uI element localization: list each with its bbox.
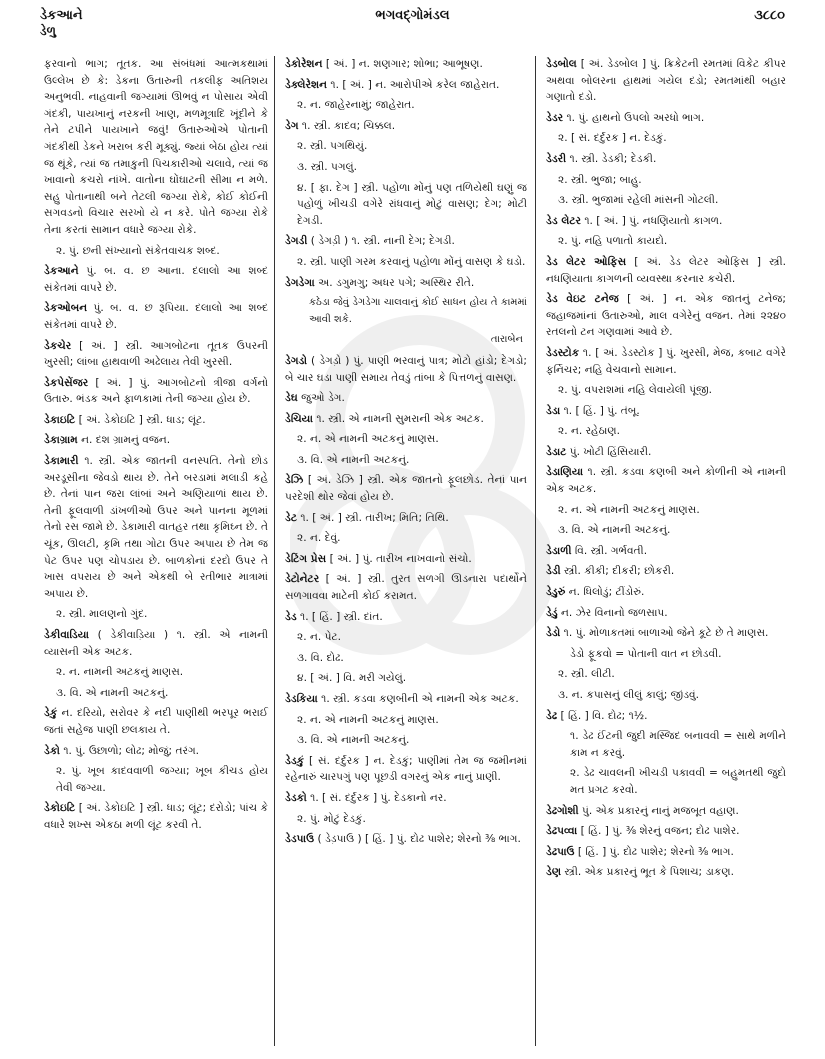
definition-text: ૧. પું. હાથનો ઉપલો અરધો ભાગ. (563, 111, 705, 124)
headword: ડેકઓબન (44, 302, 88, 315)
dictionary-entry (285, 411, 527, 428)
headword: ડેડુરું (546, 586, 566, 599)
headword: ડેકીવાડિયા (44, 629, 90, 641)
headword: ડેડ લેટર (546, 214, 581, 227)
dictionary-columns (38, 56, 792, 1046)
headword: ડેકોઇટિ (44, 802, 76, 815)
entry-sense (285, 295, 527, 328)
dictionary-entry (546, 464, 786, 497)
headword: ડેઢ (546, 709, 558, 722)
dictionary-entry (285, 233, 527, 250)
quote-attribution (285, 332, 527, 349)
headword: ડેડર (546, 111, 564, 124)
headword: ડેડો (546, 627, 561, 640)
dictionary-entry (44, 743, 268, 760)
definition-text: [ અં. ડેડબોલ ] પું. ક્રિકેટની રમતમાં વિકેટ કીપર અથવા બોલરના હાથમાં ગયેલ દડો; રમતમાંથી બહાર ગણાતો દડો. (546, 58, 786, 104)
definition-text: ૨. પું. વપરાશમાં નહિ લેવાયેલી પૂંજી. (558, 384, 712, 397)
definition-text: પું. એક પ્રકારનું નાનું મજબૂત વહાણ. (578, 804, 739, 817)
definition-text: ૧. પું. ઉછાળો; લોઢ; મોજું; તરંગ. (59, 744, 200, 757)
definition-text: તારાબેન (490, 334, 523, 346)
headword: ડેગડેગા (285, 276, 315, 289)
page-title: ભગવદ્ગોમંડલ (375, 8, 450, 23)
entry-sense (546, 765, 786, 798)
dictionary-entry (285, 753, 527, 786)
headword: ડેકચેર (44, 339, 72, 352)
headword: ડેડસ્ટોક (546, 346, 580, 359)
definition-text: ૪. [ ફા. દેગ ] સ્ત્રી. પહોળા મોંનું પણ તળિયેથી ઘણું જ પહોળું ખીચડી વગેરે રાંધવાનું મોટું વાસણ; દેગ; મોટી દેગડી. (297, 181, 527, 227)
headword: ડેડબોલ (546, 58, 577, 70)
dictionary-entry (285, 551, 527, 568)
headword: ડેક્લેરેશન (285, 78, 328, 91)
dictionary-entry (546, 823, 786, 840)
definition-text: [ અં. ડેડ લેટર ઓફિસ ] સ્ત્રી. નધણિયાતા કાગળની વ્યવસ્થા કરનાર કચેરી. (546, 255, 786, 285)
headword: ડેઘ (285, 392, 298, 405)
dictionary-entry (546, 56, 786, 106)
definition-text: ૧. [ અં. ] ન. આરોપીએ કરેલ જાહેરાત. (327, 78, 500, 91)
definition-text: ન. દશ ગ્રામનું વજન. (77, 434, 171, 447)
definition-text: [ અં. ડેઝિ ] સ્ત્રી. એક જાતનો ફૂલછોડ. તેનાં પાન પરદેશી થોર જેવાં હોય છે. (285, 474, 527, 504)
definition-text: સ્ત્રી. કીકી; દીકરી; છોકરી. (560, 565, 675, 578)
dictionary-entry (546, 708, 786, 725)
entry-sense (546, 172, 786, 189)
entry-sense (546, 646, 786, 663)
dictionary-entry (546, 563, 786, 580)
headword: ડેડપાઉ (285, 833, 315, 846)
definition-text: ૧. પું. મોળાકતમાં બાળાઓ જેને કૂટે છે તે માણસ. (560, 627, 769, 640)
dictionary-entry (546, 605, 786, 622)
dictionary-entry (285, 56, 527, 73)
headword: ડેઢપવ્વા (546, 825, 578, 838)
entry-sense (546, 687, 786, 704)
definition-text: [ અં. ] પું. આગબોટનો ત્રીજા વર્ગનો ઉતારુ. ભંડક અને ફાળકામાં તેની જગ્યા હોય છે. (44, 376, 268, 406)
entry-sense (546, 728, 786, 761)
dictionary-entry (546, 254, 786, 287)
entry-sense (285, 431, 527, 448)
headword: ડેટ (285, 511, 297, 524)
entry-sense (285, 530, 527, 547)
running-head (0, 8, 825, 38)
dictionary-entry (285, 790, 527, 807)
dictionary-entry (44, 800, 268, 833)
entry-sense (546, 130, 786, 147)
definition-text: ૨. પું. ખૂબ કાદવવાળી જગ્યા; ખૂબ કીચડ હોય તેવી જગ્યા. (56, 765, 268, 794)
dictionary-entry (285, 609, 527, 626)
headword: ડેગડી (285, 235, 308, 248)
definition-text: પું. બ. વ. છ રૂપિયા. દલાલો આ શબ્દ સંકેતમાં વાપરે છે. (44, 302, 268, 331)
definition-text: ( ડેકીવાડ઼િયા ) ૧. સ્ત્રી. એ નામની વ્યાસની એક અટક. (44, 629, 268, 658)
definition-text: ૧. સ્ત્રી. એ નામની સુમરાની એક અટક. (312, 412, 484, 425)
definition-text: ન. દરિયો, સરોવર કે નદી પાણીથી ભરપૂર ભરાઈ જતાં સહેજ પાણી છલકાય તે. (44, 707, 268, 736)
definition-text: ૩. વિ. એ નામની અટકનું. (558, 524, 671, 537)
definition-text: અ. ડગુમગુ; અધર પગે; અસ્થિર રીતે. (314, 276, 475, 289)
definition-text: જુઓ ડેગ. (297, 392, 345, 405)
headword: ડેડ વેઇટ ટનેજ (546, 293, 619, 306)
entry-sense (546, 666, 786, 683)
headword: ડેડકું (285, 754, 305, 767)
definition-text: [ અં. ] સ્ત્રી. આગબોટના તૂતક ઉપરની ખુરસી; લાંબા હાથવાળી અઢેલાય તેવી ખુરસી. (44, 339, 268, 369)
column-3 (536, 56, 792, 1046)
dictionary-entry (285, 571, 527, 604)
entry-sense (285, 254, 527, 271)
definition-text: ૪. [ અં. ] વિ. મરી ગયેલું. (297, 672, 407, 685)
headword: ડેકું (44, 707, 58, 720)
entry-sense (44, 664, 268, 681)
dictionary-entry (546, 444, 786, 461)
definition-text: [ અં. ] ન. એક જાતનું ટનેજ; જહાજમાંનાં ઉતારુઓ, માલ વગેરેનું વજન. તેમાં ૨૨૪૦ રતલનો ટન ગણવામાં આવે છે. (546, 293, 786, 339)
headword: ડેણ (546, 866, 562, 879)
definition-text: ૨. ન. જાહેરનામું; જાહેરાત. (297, 99, 415, 112)
definition-text: ( ડેગડ઼ો ) પું. પાણી ભરવાનું પાત્ર; મોટો હાંડો; દેગડો; બે ચાર ઘડા પાણી સમાય તેવડું તાંબા કે પિત્તળનું વાસણ. (285, 354, 527, 384)
definition-text: ફરવાનો ભાગ; તૂતક. આ સંબંધમાં આત્મકથામાં ઉલ્લેખ છે કે: ડેકના ઉતારુની તકલીફ અતિશય અનુભવી. નાહવાની જગ્યામાં ઊભવું ન પોસાય એવી ગંદકી, પાયખાનું નરકની ખાણ, મળમૂત્રાદિ ખૂંદીને કે તેને ટપીને પાયખાને જવું! ઉતારુઓએ પોતાની ગંદકીથી ડેકને ખરાબ કરી મૂક્યું. જ્યાં બેઠા હોય ત્યાં જ થૂંકે, ત્યાં જ તમાકુની પિચકારીઓ ચલાવે, ત્યાં જ ખાવાનો કચરો નાંખે. વાતોના ઘોંઘાટની સીમા ન મળે. સહુ પોતાનાથી બને તેટલી જગ્યા રોકે, કોઈ કોઈની સગવડનો વિચાર સરખો યે ન કરે. પોતે જગ્યા રોકે તેના કરતાં સામાન વધારે જગ્યા રોકે. (44, 58, 268, 236)
entry-sense (546, 382, 786, 399)
definition-text: ૧. સ્ત્રી. કડવા કણબીની એ નામની એક અટક. (317, 693, 519, 705)
column-1 (38, 56, 274, 1046)
definition-text: પું. ખોટી હિંસિયારી. (566, 445, 652, 458)
definition-text: ૨. પું. છની સંખ્યાનો સંકેતવાચક શબ્દ. (56, 244, 220, 257)
definition-text: ૨. સ્ત્રી. લીટી. (558, 668, 615, 681)
definition-text: ૨. ન. એ નામની અટકનું માણસ. (297, 433, 439, 446)
dictionary-entry (546, 625, 786, 642)
dictionary-entry (546, 403, 786, 420)
headword: ડેગ (285, 119, 299, 132)
entry-sense (285, 712, 527, 729)
definition-text: ૧. સ્ત્રી. ડેડકી; દેડકી. (566, 152, 657, 165)
definition-text: ૨. સ્ત્રી. પાણી ગરમ કરવાનું પહોળા મોંનું વાસણ કે ઘડો. (297, 255, 526, 268)
headword: ડેડી (546, 565, 561, 578)
entry-sense (44, 763, 268, 796)
dictionary-entry (285, 472, 527, 505)
headword: ડેકો (44, 744, 60, 757)
definition-text: ૨. ન. રહેઠાણ. (558, 425, 620, 438)
definition-text: ૧. સ્ત્રી. કાદવ; ચિક્કલ. (298, 119, 396, 132)
definition-text: ૨. ન. નામની અટકનું માણસ. (56, 666, 184, 679)
dictionary-entry (546, 291, 786, 341)
dictionary-entry (44, 338, 268, 371)
entry-sense (44, 606, 268, 623)
definition-text: ૧. સ્ત્રી. કડવા કણબી અને કોળીની એ નામની એક અટક. (546, 466, 786, 496)
definition-text: ૨. [ સં. દર્દુરક ] ન. દેડકું. (558, 132, 667, 145)
dictionary-entry (546, 864, 786, 881)
entry-sense (285, 811, 527, 828)
headword: ડેકાગ્રામ (44, 434, 78, 447)
guide-word-first: ડેકઆને (40, 8, 83, 23)
entry-sense (546, 423, 786, 440)
headword: ડેડું (546, 606, 558, 619)
headword: ડેકાઇટિ (44, 413, 76, 426)
dictionary-entry (285, 831, 527, 848)
headword: ડેઢગોશી (546, 804, 579, 817)
dictionary-entry (44, 263, 268, 296)
definition-text: [ હિં. ] પું. ⅜ શેરનું વજન; દોઢ પાશેર. (577, 825, 740, 838)
headword: ડેડ (285, 610, 297, 623)
entry-sense (285, 97, 527, 114)
definition-text: [ અં. ] પું. તારીખ નાખવાનો સંચો. (326, 552, 472, 565)
entry-sense (44, 685, 268, 702)
dictionary-entry (546, 543, 786, 560)
headword: ડેડકિયા (285, 693, 318, 705)
dictionary-entry (285, 118, 527, 135)
headword: ડેડાળી (546, 544, 572, 557)
definition-text: ૩. ન. કપાસનું લીલું કાલું; જીંડવું. (558, 689, 699, 701)
entry-sense (285, 650, 527, 667)
definition-text: કઠેડા જેવું ડેગડેગા ચાલવાનું કોઈ સાધન હોય તે કામમાં આવી શકે. (309, 297, 527, 325)
headword: ડેકઆને (44, 265, 79, 278)
dictionary-entry (546, 803, 786, 820)
definition-text: ૨. ડેઢ ચાવલની ખીચડી પકાવવી = બહુમતથી જુદો મત પ્રગટ કરવો. (570, 767, 786, 796)
definition-text: [ અં. ] સ્ત્રી. તુરત સળગી ઊડનારા પદાર્થોને સળગાવવા માટેની કોઈ કરામત. (285, 573, 527, 603)
headword: ડેકપેસેંજર (44, 376, 89, 389)
dictionary-entry (546, 213, 786, 230)
definition-text: ૨. પું. મોટું દેડકું. (297, 812, 366, 825)
headword: ડેડાટ (546, 445, 567, 458)
page-number: ૩૮૮૦ (754, 8, 785, 23)
definition-text: ૨. ન. દેવું. (297, 532, 341, 545)
dictionary-entry (285, 77, 527, 94)
definition-text: ન. ધિલોડું; ટીંડોરું. (565, 586, 645, 599)
dictionary-entry (285, 691, 527, 708)
column-2 (274, 56, 536, 1046)
entry-sense (285, 159, 527, 176)
definition-text: ૩. વિ. દોઢ. (297, 651, 344, 664)
dictionary-entry (285, 390, 527, 407)
dictionary-entry (44, 705, 268, 738)
dictionary-entry (44, 412, 268, 429)
definition-text: ૧. [ અં. ડેડસ્ટોક ] પું. ખુરસી, મેજ, કબાટ વગેરે ફર્નિચર; નહિ વેચવાનો સામાન. (546, 346, 786, 376)
definition-text: ( ડેગડ઼ી ) ૧. સ્ત્રી. નાની દેગ; દેગડી. (307, 235, 455, 248)
entry-sense (44, 243, 268, 260)
definition-text: ડેડો ફૂકવો = પોતાની વાત ન છોડવી. (570, 647, 722, 660)
definition-text: ૧. [ સં. દર્દુરક ] પું. દેડકાનો નર. (306, 791, 447, 804)
dictionary-entry (285, 510, 527, 527)
headword: ડેડકો (285, 791, 307, 804)
definition-text: સ્ત્રી. એક પ્રકારનું ભૂત કે પિશાચ; ડાકણ. (561, 866, 734, 879)
headword: ડેઢપાઉ (546, 845, 575, 858)
definition-text: ૨. ન. એ નામની અટકનું માણસ. (297, 713, 439, 726)
definition-text: ૩. સ્ત્રી. ભુજામાં રહેલી માંસની ગોટલી. (558, 194, 719, 207)
dictionary-entry (285, 353, 527, 386)
headword: ડેકામારી (44, 455, 79, 468)
dictionary-entry (546, 110, 786, 127)
definition-text: [ હિં. ] પું. દોઢ પાશેર; શેરનો ⅜ ભાગ. (574, 845, 734, 858)
definition-text: ૧. [ અં. ] સ્ત્રી. તારીખ; મિતિ; તિથિ. (296, 511, 449, 524)
dictionary-entry (44, 300, 268, 333)
entry-sense (285, 452, 527, 469)
definition-text: [ અં. ] ન. શણગાર; શોભા; આભૂષણ. (322, 58, 483, 70)
entry-sense (546, 192, 786, 209)
guide-word-last: ડેળુ (40, 24, 56, 38)
dictionary-entry (44, 375, 268, 408)
dictionary-entry (546, 584, 786, 601)
dictionary-entry (44, 453, 268, 602)
definition-text: ૧. [ હિં. ] સ્ત્રી. દાંત. (296, 610, 383, 623)
headword: ડેટિંગ પ્રેસ (285, 552, 327, 565)
definition-text: [ સં. દર્દુરક ] ન. દેડકું; પાણીમાં તેમ જ જમીનમાં રહેનારું ચારપગું પણ પૂછડી વગરનું એક નાનું પ્રાણી. (285, 754, 527, 784)
definition-text: ૨. ન. એ નામની અટકનું માણસ. (558, 503, 700, 516)
headword: ડેટોનેટર (285, 573, 320, 586)
definition-text: [ અં. ડેકોઇટિ ] સ્ત્રી. ધાડ; લૂંટ; દરોડો; પાંચ કે વધારે શખ્સ એકઠા મળી લૂંટ કરવી તે. (44, 802, 268, 831)
dictionary-entry (546, 844, 786, 861)
entry-sense (546, 502, 786, 519)
definition-text: ૧. [ હિં. ] પું. તંબૂ. (560, 404, 640, 417)
definition-text: ૧. ડેઢ ઈંટની જુદી મસ્જિદ બનાવવી = સાથે મળીને કામ ન કરવું. (570, 730, 786, 759)
entry-sense (546, 233, 786, 250)
definition-text: ન. ઝેર વિનાનો જળસાપ. (557, 606, 668, 619)
definition-text: ૩. સ્ત્રી. પગલું. (297, 160, 357, 173)
definition-text: [ હિં. ] વિ. દોઢ; ૧½. (557, 709, 648, 722)
headword: ડેચિયા (285, 412, 313, 425)
entry-sense (285, 670, 527, 687)
dictionary-entry (44, 432, 268, 449)
headword: ડેગડો (285, 354, 308, 367)
definition-text: [ અં. ડેકોઇટિ ] સ્ત્રી. ધાડ; લૂંટ. (75, 413, 206, 426)
headword: ડેકોરેશન (285, 58, 323, 70)
definition-text: ( ડેડ઼પાઉ ) [ હિં. ] પું. દોઢ પાશેર; શેરનો ⅜ ભાગ. (314, 833, 521, 846)
definition-text: પું. બ. વ. છ આના. દલાલો આ શબ્દ સંકેતમાં વાપરે છે. (44, 265, 268, 294)
definition-text: ૨. સ્ત્રી. માલણનો ગુંદ. (56, 608, 148, 621)
headword: ડેડ લેટર ઓફિસ (546, 255, 627, 268)
headword: ડેડા (546, 404, 561, 417)
dictionary-entry (285, 275, 527, 292)
entry-sense (285, 629, 527, 646)
headword: ડેઝિ (285, 474, 304, 487)
headword: ડેડરી (546, 152, 567, 165)
entry-sense (285, 732, 527, 749)
definition-text: ૧. સ્ત્રી. એક જાતની વનસ્પતિ. તેનો છોડ અરડૂસીના જેવડો થાય છે. તેને બરડામાં મલાડી કહે છે. તેનાં પાન જરા લાંબાં અને અણિયાળાં થાય છે. તેની ફૂલવાળી ડાંખળીઓ ઉપર અને પાનના મૂળમાં તેનો રસ જામે છે. ડેકામારી વાતહર તથા કૃમિઘ્ન છે. તે ચૂંક, ઊલટી, કૃમિ તથા ગોટા ઉપર અપાય છે તેમ જ પેટ ઉપર પણ ચોપડાય છે. બાળકોનાં દરદો ઉપર તે ખાસ વપરાય છે અને એકથી બે રતીભાર માત્રામાં અપાય છે. (44, 455, 269, 600)
definition-text: ૨. પું. નહિ પળાતો કાયદો. (558, 235, 668, 248)
definition-text: ૨. સ્ત્રી. ભુજા; બાહુ. (558, 173, 642, 186)
dictionary-entry (546, 345, 786, 378)
definition-text: ૨. સ્ત્રી. પગથિયું. (297, 140, 368, 153)
entry-sense (285, 138, 527, 155)
definition-text: ૨. ન. પેટ. (297, 631, 341, 644)
definition-text: ૩. વિ. એ નામની અટકનું. (297, 453, 410, 466)
dictionary-entry (44, 627, 268, 660)
definition-text: ૩. વિ. એ નામની અટકનું. (56, 686, 169, 699)
definition-text: વિ. સ્ત્રી. ગર્ભવતી. (571, 544, 648, 557)
entry-sense (546, 522, 786, 539)
headword: ડેડાણિયા (546, 466, 584, 479)
dictionary-entry (546, 151, 786, 168)
definition-text: ૧. [ અં. ] પું. નધણિયાતો કાગળ. (580, 214, 723, 227)
definition-text: ૩. વિ. એ નામની અટકનું. (297, 734, 410, 747)
entry-sense (44, 56, 268, 239)
entry-sense (285, 180, 527, 230)
